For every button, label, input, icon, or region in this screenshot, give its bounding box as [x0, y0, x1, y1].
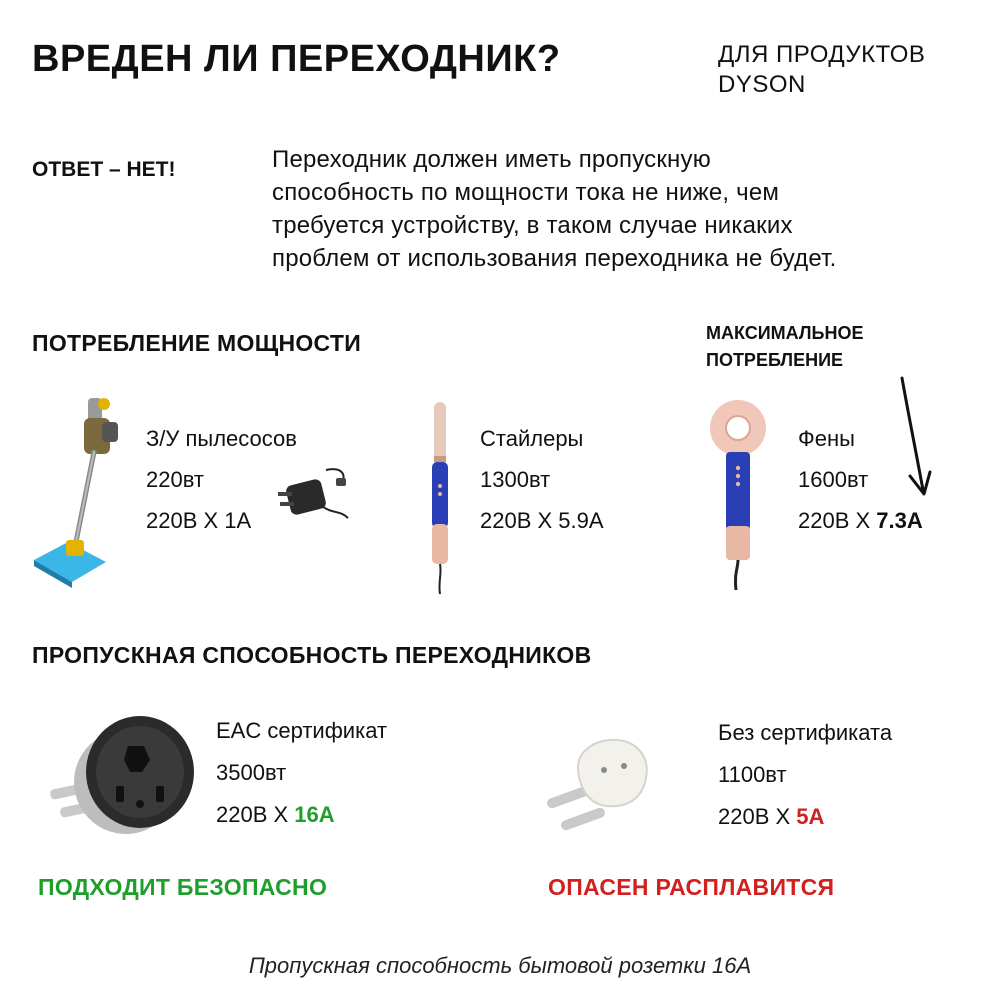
for-products-line2: DYSON [718, 71, 806, 98]
verdict-danger: ОПАСЕН РАСПЛАВИТСЯ [548, 874, 835, 900]
answer-label: ОТВЕТ – НЕТ! [32, 158, 176, 181]
device-dryer-specs [798, 418, 923, 541]
device-rating: 220В X 5.9А [480, 508, 604, 533]
adapter-name: Без сертификата [718, 720, 893, 745]
adapter-uncertified-specs [718, 712, 892, 838]
explanation-line: Переходник должен иметь пропускную [272, 146, 711, 173]
adapter-power: 1100вт [718, 762, 787, 787]
device-power: 1300вт [480, 467, 551, 492]
device-rating: 220В X 7.3А [798, 508, 923, 533]
max-label-line2: ПОТРЕБЛЕНИЕ [706, 350, 844, 370]
for-products-label [718, 40, 925, 100]
explanation-line: способность по мощности тока не ниже, чем [272, 179, 780, 206]
adapter-rating: 220В X 5А [718, 804, 825, 829]
footnote: Пропускная способность бытовой розетки 16А [248, 953, 752, 978]
explanation-line: требуется устройству, в таком случае никаких [272, 212, 793, 239]
styler-icon [420, 398, 460, 598]
uncertified-adapter-icon [546, 730, 656, 842]
page-title: ВРЕДЕН ЛИ ПЕРЕХОДНИК? [32, 38, 561, 80]
vacuum-cleaner-icon [28, 392, 138, 590]
device-current: 1А [224, 508, 252, 533]
max-consumption-label [706, 320, 863, 374]
for-products-line1: ДЛЯ ПРОДУКТОВ [718, 41, 926, 68]
max-label-line1: МАКСИМАЛЬНОЕ [706, 323, 864, 343]
verdict-safe: ПОДХОДИТ БЕЗОПАСНО [38, 874, 328, 900]
consumption-heading: ПОТРЕБЛЕНИЕ МОЩНОСТИ [32, 330, 362, 356]
hair-dryer-icon [704, 396, 770, 592]
explanation-line: проблем от использования переходника не будет. [272, 245, 837, 272]
device-name: Стайлеры [480, 426, 584, 451]
device-current: 5.9А [558, 508, 604, 533]
device-current: 7.3А [876, 508, 923, 533]
adapter-name: EAC сертификат [216, 718, 388, 743]
adapters-heading: ПРОПУСКНАЯ СПОСОБНОСТЬ ПЕРЕХОДНИКОВ [32, 642, 592, 668]
adapter-rating: 220В X 16А [216, 802, 335, 827]
adapter-current: 5А [796, 804, 825, 829]
device-styler-specs [480, 418, 604, 541]
device-vacuum-specs [146, 418, 297, 541]
adapter-power: 3500вт [216, 760, 287, 785]
adapter-certified-specs [216, 710, 387, 836]
device-power: 220вт [146, 467, 204, 492]
device-name: Фены [798, 426, 855, 451]
device-name: З/У пылесосов [146, 426, 297, 451]
device-power: 1600вт [798, 467, 869, 492]
device-rating: 220В X 1А [146, 508, 252, 533]
certified-adapter-icon [46, 700, 198, 840]
answer-explanation [272, 143, 982, 275]
adapter-current: 16А [294, 802, 335, 827]
